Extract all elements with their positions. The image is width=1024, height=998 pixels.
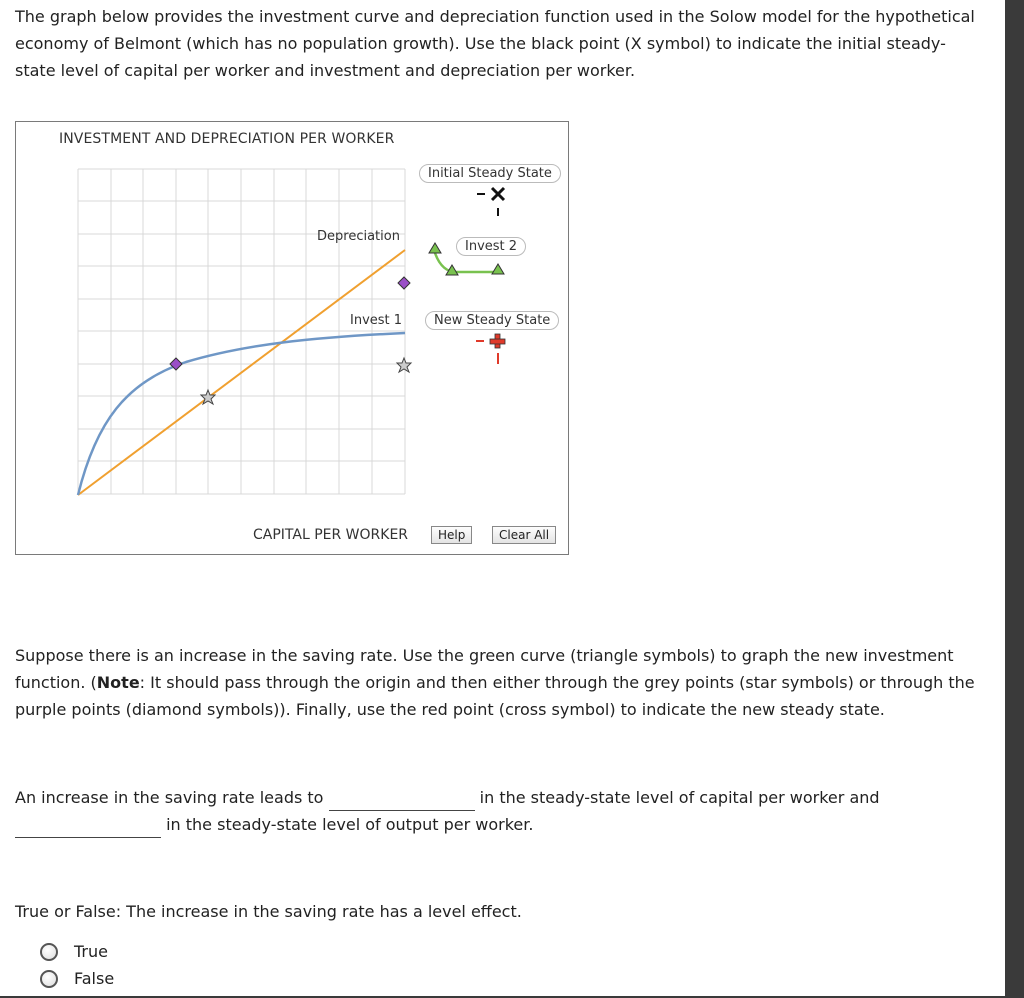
invest2-chip[interactable]: Invest 2 [456, 237, 526, 256]
new-steady-state-chip[interactable]: New Steady State [425, 311, 559, 330]
solow-graph-widget [15, 121, 569, 555]
question4-text: True or False: The increase in the saving rate has a level effect. [15, 902, 522, 921]
radio-label: False [74, 969, 115, 988]
question3-part2: in the steady-state level of capital per worker and [479, 788, 880, 807]
purple-diamond-point[interactable] [398, 277, 410, 289]
question3-part1: An increase in the saving rate leads to [15, 788, 324, 807]
x-axis-title: CAPITAL PER WORKER [253, 527, 409, 543]
radio-button[interactable] [40, 970, 58, 988]
radio-option-false[interactable] [40, 969, 114, 988]
intro-paragraph: The graph below provides the investment curve and depreciation function used in the Solow model for the hypothetical economy of Belmont (which has no population growth). Use the black point (X symbol) to indicate the initial steady-state level of capital per worker and investment and depreciation per worker. [15, 7, 975, 80]
plot-area[interactable] [16, 122, 568, 554]
scrollbar[interactable] [1005, 0, 1024, 998]
question2-post: : It should pass through the origin and then either through the grey points (star symbols) or through the purple points (diamond symbols)). Finally, use the red point (cross symbol) to indicate the new steady state. [15, 673, 975, 719]
question2-paragraph [15, 642, 990, 723]
y-axis-title: INVESTMENT AND DEPRECIATION PER WORKER [59, 131, 395, 147]
radio-button[interactable] [40, 943, 58, 961]
note-bold: Note [96, 673, 140, 692]
output-blank-dropdown[interactable] [15, 818, 161, 838]
radio-option-true[interactable] [40, 942, 108, 961]
radio-label: True [74, 942, 108, 961]
initial-steady-state-chip[interactable]: Initial Steady State [419, 164, 561, 183]
grey-star-point[interactable] [397, 358, 411, 372]
question2-pre: Suppose there is an increase in the saving rate. Use the green curve (triangle symbols) to graph the new investment function. ( [15, 646, 954, 692]
invest1-label: Invest 1 [350, 313, 403, 328]
capital-blank-dropdown[interactable] [329, 791, 475, 811]
grid [78, 169, 405, 494]
depreciation-label: Depreciation [317, 229, 400, 244]
question3-paragraph [15, 784, 975, 838]
clear-all-button[interactable]: Clear All [492, 526, 556, 544]
new-steady-state-tool[interactable] [476, 334, 505, 364]
help-button[interactable]: Help [431, 526, 472, 544]
question3-part3: in the steady-state level of output per worker. [166, 815, 534, 834]
initial-steady-state-tool[interactable] [477, 188, 504, 216]
